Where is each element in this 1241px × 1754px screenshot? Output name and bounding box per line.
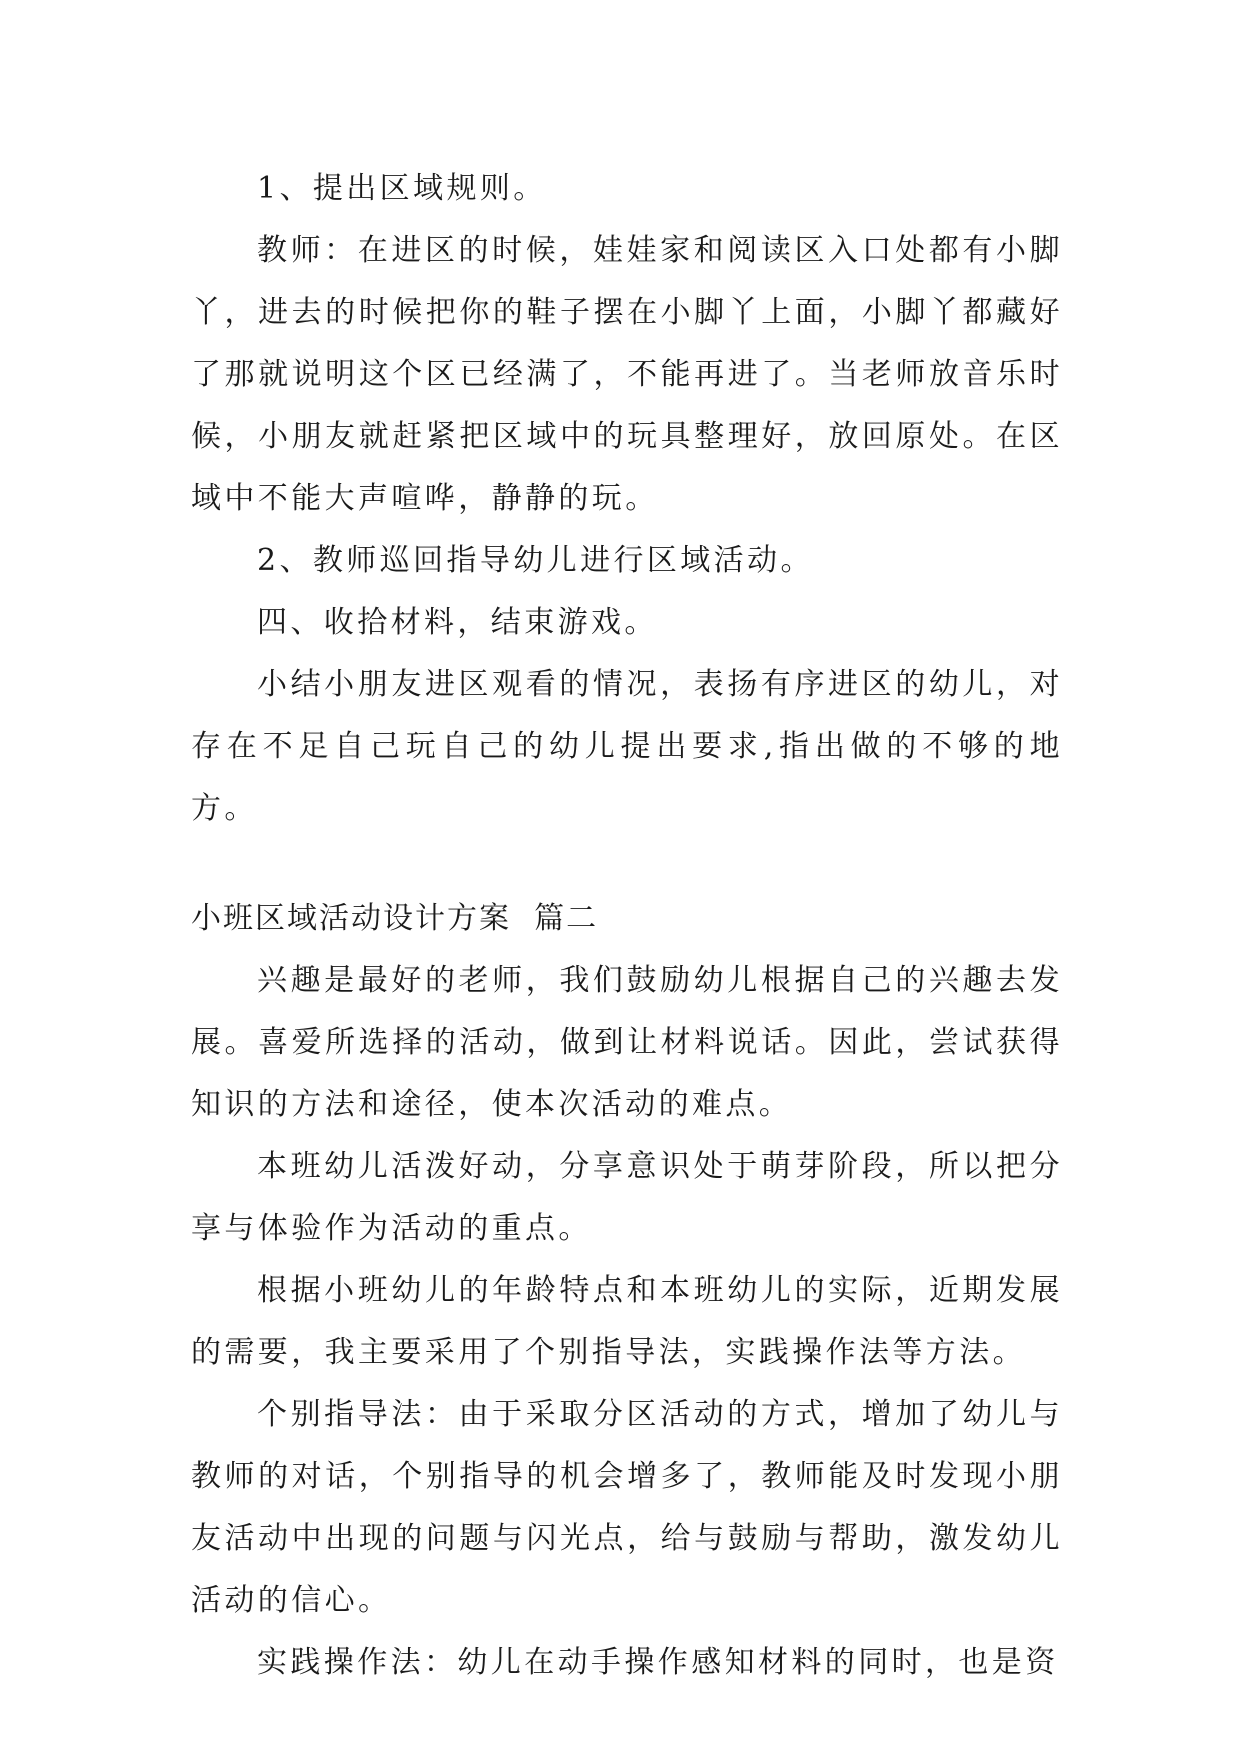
paragraph-cleanup: 四、收拾材料，结束游戏。 (257, 605, 658, 640)
paragraph-interest: 兴趣是最好的老师，我们鼓励幼儿根据自己的兴趣去发展。喜爱所选择的活动，做到让材料说话。因此，尝试获得知识的方法和途径，使本次活动的难点。 (191, 963, 1063, 1122)
document-body (191, 158, 1063, 1694)
paragraph-teacher-guidance: 2、教师巡回指导幼儿进行区域活动。 (257, 543, 814, 578)
paragraph-practice-method: 实践操作法：幼儿在动手操作感知材料的同时，也是资 (257, 1645, 1059, 1680)
paragraph-rule-title: 1、提出区域规则。 (257, 171, 547, 206)
paragraph-methods: 根据小班幼儿的年龄特点和本班幼儿的实际，近期发展的需要，我主要采用了个别指导法，实践操作法等方法。 (191, 1273, 1063, 1370)
paragraph-summary: 小结小朋友进区观看的情况，表扬有序进区的幼儿，对存在不足自己玩自己的幼儿提出要求,指出做的不够的地方。 (191, 667, 1063, 826)
section-heading: 小班区域活动设计方案 篇二 (191, 901, 599, 936)
paragraph-teacher-rules: 教师：在进区的时候，娃娃家和阅读区入口处都有小脚丫，进去的时候把你的鞋子摆在小脚丫上面，小脚丫都藏好了那就说明这个区已经满了，不能再进了。当老师放音乐时候，小朋友就赶紧把区域中的玩具整理好，放回原处。在区域中不能大声喧哗，静静的玩。 (191, 233, 1063, 516)
paragraph-individual-guidance: 个别指导法：由于采取分区活动的方式，增加了幼儿与教师的对话，个别指导的机会增多了，教师能及时发现小朋友活动中出现的问题与闪光点，给与鼓励与帮助，激发幼儿活动的信心。 (191, 1397, 1063, 1618)
paragraph-class-focus: 本班幼儿活泼好动，分享意识处于萌芽阶段，所以把分享与体验作为活动的重点。 (191, 1149, 1063, 1246)
